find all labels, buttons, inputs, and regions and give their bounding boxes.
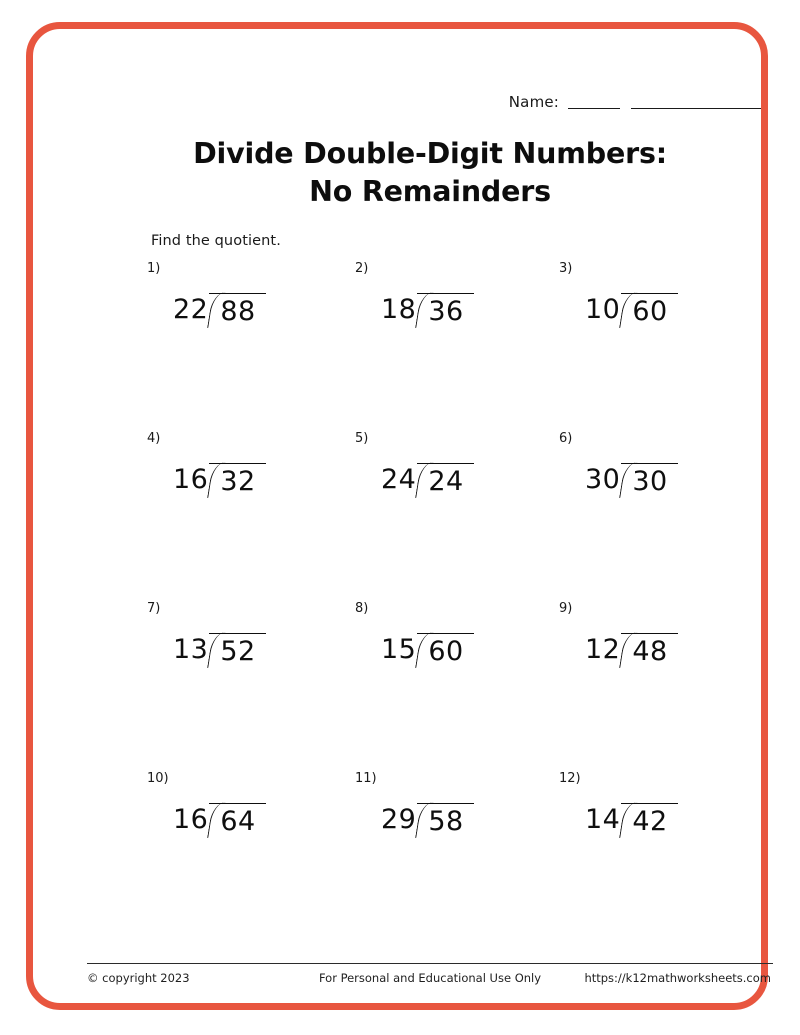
footer-usage-note: For Personal and Educational Use Only — [318, 971, 542, 985]
division-bracket-icon — [621, 463, 677, 499]
divisor: 10 — [585, 294, 621, 325]
page-title-line-2: No Remainders — [309, 175, 551, 208]
problem-row — [135, 771, 795, 941]
problem-cell-1 — [145, 261, 355, 329]
problem-number: 7) — [147, 601, 161, 616]
long-division-expression — [381, 633, 474, 669]
divisor: 16 — [173, 804, 209, 835]
dividend: 64 — [220, 806, 256, 837]
footer-divider — [87, 963, 773, 964]
divisor: 14 — [585, 804, 621, 835]
division-bracket-icon — [621, 293, 677, 329]
long-division-expression — [173, 463, 266, 499]
problem-cell-8 — [353, 601, 563, 669]
dividend: 48 — [632, 636, 668, 667]
divisor: 15 — [381, 634, 417, 665]
problem-number: 2) — [355, 261, 369, 276]
footer — [87, 971, 773, 993]
long-division-expression — [381, 803, 474, 839]
dividend: 24 — [428, 466, 464, 497]
problem-cell-4 — [145, 431, 355, 499]
division-bracket-icon — [209, 803, 265, 839]
problem-cell-2 — [353, 261, 563, 329]
worksheet-content — [73, 65, 787, 1025]
long-division-expression — [585, 633, 678, 669]
problem-row — [135, 601, 795, 771]
problem-cell-6 — [557, 431, 767, 499]
problem-cell-12 — [557, 771, 767, 839]
division-bracket-icon — [209, 293, 265, 329]
divisor: 29 — [381, 804, 417, 835]
division-bracket-icon — [417, 293, 473, 329]
page-title — [73, 135, 787, 211]
division-bracket-icon — [417, 633, 473, 669]
name-field-row — [509, 93, 761, 111]
dividend: 88 — [220, 296, 256, 327]
dividend: 42 — [632, 806, 668, 837]
problem-cell-10 — [145, 771, 355, 839]
problem-number: 12) — [559, 771, 581, 786]
problem-number: 10) — [147, 771, 169, 786]
page-border-frame — [26, 22, 771, 1010]
division-bracket-icon — [417, 463, 473, 499]
divisor: 13 — [173, 634, 209, 665]
page-title-line-1: Divide Double-Digit Numbers: — [193, 137, 667, 170]
divisor: 22 — [173, 294, 209, 325]
problem-row — [135, 431, 795, 601]
name-label: Name: — [508, 93, 560, 111]
name-blank-short[interactable] — [568, 108, 620, 109]
footer-copyright: © copyright 2023 — [87, 971, 190, 985]
problem-number: 11) — [355, 771, 377, 786]
long-division-expression — [585, 803, 678, 839]
division-bracket-icon — [621, 633, 677, 669]
division-bracket-icon — [621, 803, 677, 839]
dividend: 52 — [220, 636, 256, 667]
problem-number: 4) — [147, 431, 161, 446]
dividend: 60 — [632, 296, 668, 327]
problem-cell-5 — [353, 431, 563, 499]
instruction-text: Find the quotient. — [151, 233, 281, 249]
problem-cell-7 — [145, 601, 355, 669]
problems-grid — [135, 261, 795, 941]
problem-number: 3) — [559, 261, 573, 276]
long-division-expression — [585, 293, 678, 329]
long-division-expression — [381, 293, 474, 329]
dividend: 32 — [220, 466, 256, 497]
dividend: 30 — [632, 466, 668, 497]
divisor: 24 — [381, 464, 417, 495]
problem-row — [135, 261, 795, 431]
problem-number: 8) — [355, 601, 369, 616]
problem-number: 1) — [147, 261, 161, 276]
long-division-expression — [381, 463, 474, 499]
divisor: 30 — [585, 464, 621, 495]
divisor: 12 — [585, 634, 621, 665]
problem-number: 6) — [559, 431, 573, 446]
long-division-expression — [173, 293, 266, 329]
problem-number: 5) — [355, 431, 369, 446]
problem-number: 9) — [559, 601, 573, 616]
name-blank-long[interactable] — [631, 108, 761, 109]
problem-cell-9 — [557, 601, 767, 669]
division-bracket-icon — [209, 633, 265, 669]
divisor: 16 — [173, 464, 209, 495]
dividend: 60 — [428, 636, 464, 667]
divisor: 18 — [381, 294, 417, 325]
division-bracket-icon — [209, 463, 265, 499]
long-division-expression — [173, 803, 266, 839]
problem-cell-11 — [353, 771, 563, 839]
long-division-expression — [173, 633, 266, 669]
division-bracket-icon — [417, 803, 473, 839]
long-division-expression — [585, 463, 678, 499]
footer-website-url[interactable]: https://k12mathworksheets.com — [584, 971, 771, 985]
problem-cell-3 — [557, 261, 767, 329]
dividend: 36 — [428, 296, 464, 327]
dividend: 58 — [428, 806, 464, 837]
